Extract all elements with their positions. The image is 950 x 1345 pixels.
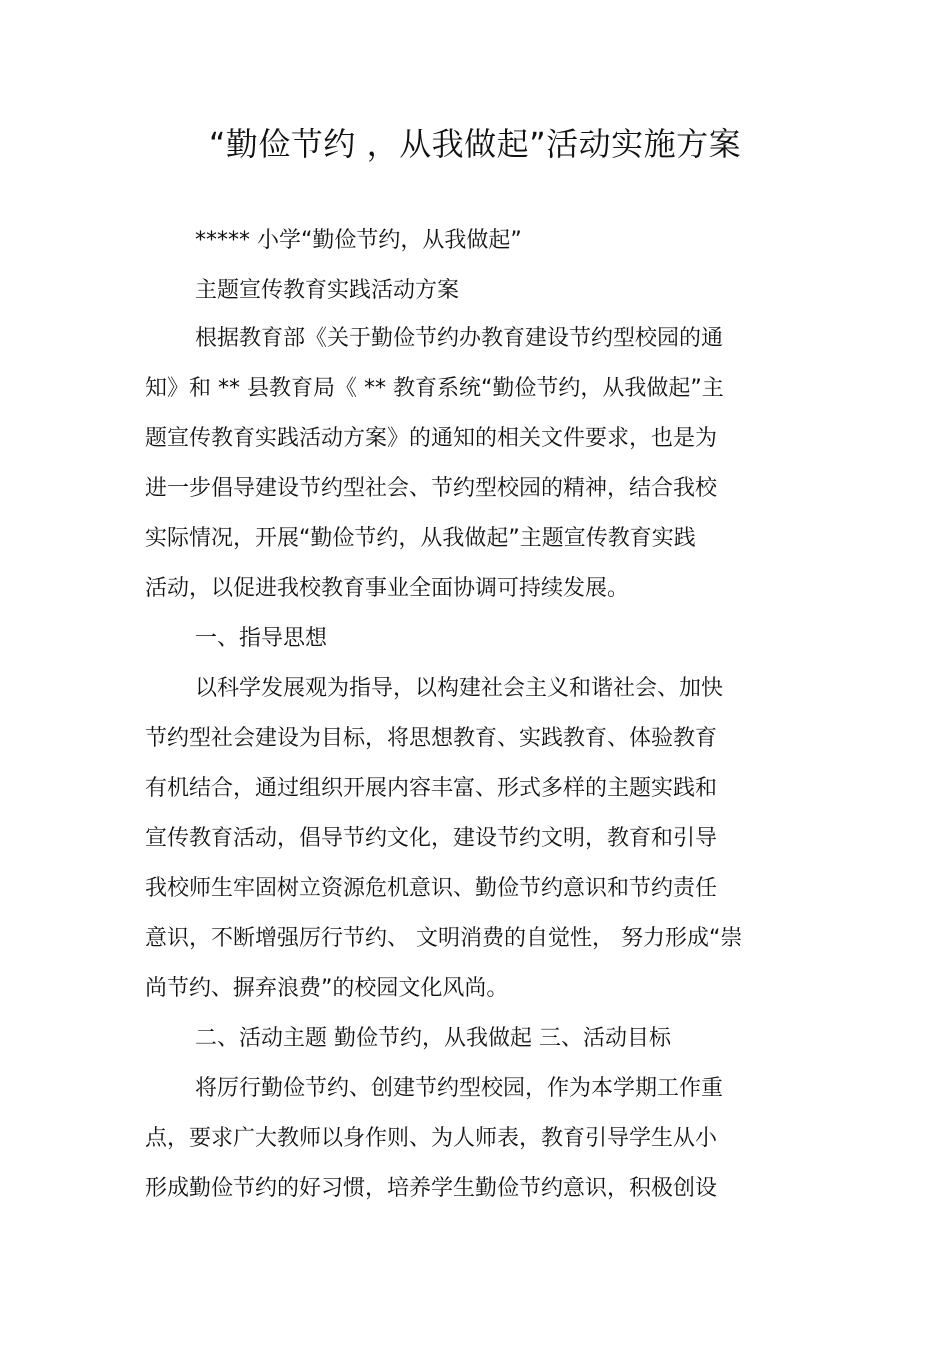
paragraph-line: 节约型社会建设为目标，将思想教育、实践教育、体验教育 [145, 726, 718, 751]
paragraph-line: 我校师生牢固树立资源危机意识、勤俭节约意识和节约责任 [145, 876, 718, 901]
paragraph-line: 意识，不断增强厉行节约、 文明消费的自觉性， 努力形成“崇 [145, 926, 743, 951]
subtitle-plan: 主题宣传教育实践活动方案 [195, 278, 460, 303]
paragraph-line: 形成勤俭节约的好习惯，培养学生勤俭节约意识，积极创设 [145, 1176, 718, 1201]
paragraph-line: 点，要求广大教师以身作则、为人师表，教育引导学生从小 [145, 1126, 718, 1151]
paragraph-line: 宣传教育活动，倡导节约文化，建设节约文明，教育和引导 [145, 826, 718, 851]
paragraph-line: 有机结合，通过组织开展内容丰富、形式多样的主题实践和 [145, 776, 718, 801]
section-heading: 一、指导思想 [195, 626, 328, 651]
paragraph-line: 进一步倡导建设节约型社会、节约型校园的精神，结合我校 [145, 476, 718, 501]
paragraph-line: 以科学发展观为指导，以构建社会主义和谐社会、加快 [195, 676, 724, 701]
section-heading: 二、活动主题 勤俭节约，从我做起 三、活动目标 [195, 1026, 671, 1051]
subtitle-school: ***** 小学“勤俭节约，从我做起” [195, 228, 522, 253]
paragraph-line: 知》和 ** 县教育局《 ** 教育系统“勤俭节约，从我做起”主 [145, 376, 724, 401]
paragraph-line: 根据教育部《关于勤俭节约办教育建设节约型校园的通 [195, 326, 724, 351]
paragraph-line: 尚节约、摒弃浪费”的校园文化风尚。 [145, 976, 509, 1001]
document-title: “勤俭节约 ，从我做起”活动实施方案 [208, 125, 742, 163]
paragraph-line: 活动，以促进我校教育事业全面协调可持续发展。 [145, 576, 630, 601]
paragraph-line: 题宣传教育实践活动方案》的通知的相关文件要求，也是为 [145, 426, 718, 451]
paragraph-line: 实际情况，开展“勤俭节约，从我做起”主题宣传教育实践 [145, 526, 696, 551]
paragraph-line: 将厉行勤俭节约、创建节约型校园，作为本学期工作重 [195, 1076, 724, 1101]
